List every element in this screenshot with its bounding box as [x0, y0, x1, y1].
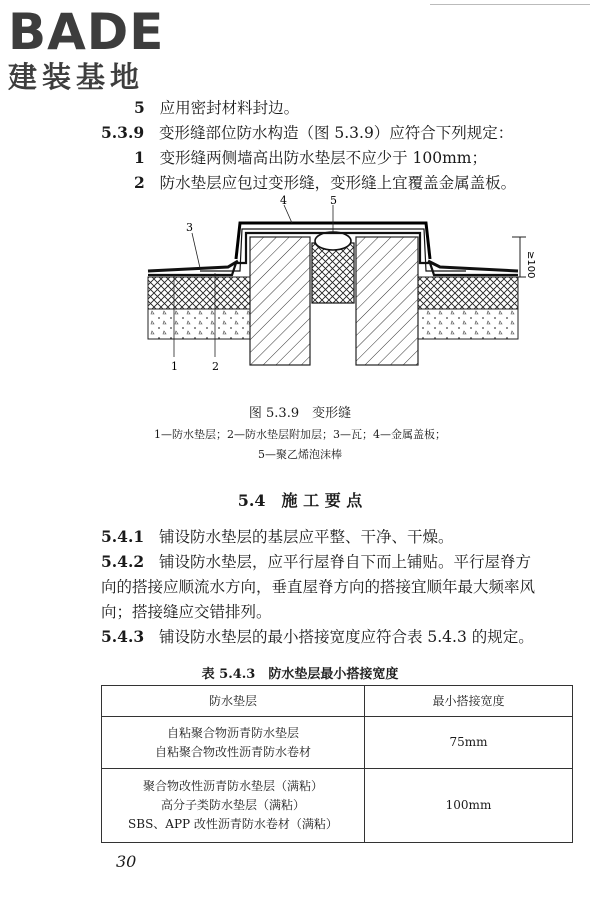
- page-number: 30: [116, 852, 137, 871]
- logo: [8, 3, 165, 94]
- roof-slab-right: [418, 309, 518, 339]
- clause-text: 铺设防水垫层，应平行屋脊自下而上铺贴。平行屋脊方: [158, 553, 531, 571]
- table-header-cell: 最小搭接宽度: [365, 686, 573, 717]
- figure-title: 图 5.3.9 变形缝: [248, 406, 352, 421]
- insulation-right: [418, 277, 518, 309]
- table-header-cell: 防水垫层: [102, 686, 365, 717]
- clause-item-2: [134, 172, 516, 194]
- cell-line: SBS、APP 改性沥青防水卷材（满粘）: [128, 817, 338, 831]
- clause-5-4-3: [101, 626, 534, 648]
- figure-legend-line-2: 5—聚乙烯泡沫棒: [258, 448, 342, 461]
- label-2: 2: [212, 360, 219, 373]
- logo-wordmark: BADE: [8, 3, 165, 61]
- curb-left: [250, 237, 310, 365]
- table-cell: 75mm: [365, 717, 573, 769]
- leader-3: [192, 233, 200, 268]
- table-cell: [102, 717, 365, 769]
- cell-line: 自粘聚合物改性沥青防水卷材: [154, 744, 311, 759]
- item-text: 防水垫层应包过变形缝，变形缝上宜覆盖金属盖板。: [159, 174, 517, 192]
- dimension-label: ≥100: [525, 251, 536, 279]
- clause-item-5: [134, 97, 299, 119]
- table-cell: [102, 769, 365, 843]
- joint-filler: [312, 243, 354, 303]
- clause-text: 铺设防水垫层的最小搭接宽度应符合表 5.4.3 的规定。: [158, 628, 534, 646]
- clause-item-1: [134, 147, 487, 169]
- logo-subtitle: 建装基地: [8, 60, 145, 94]
- curb-right: [356, 237, 418, 365]
- table-row: [102, 717, 573, 769]
- label-3: 3: [186, 221, 193, 234]
- cell-line: 高分子类防水垫层（满粘）: [160, 798, 305, 812]
- table-row: [102, 769, 573, 843]
- clause-5-4-2: [101, 551, 531, 573]
- table-title: 表 5.4.3 防水垫层最小搭接宽度: [201, 667, 399, 682]
- clause-5-4-2-line-2: 向的搭接应顺流水方向，垂直屋脊方向的搭接宜顺年最大频率风: [101, 578, 536, 596]
- tile-left: [148, 261, 238, 271]
- clause-5-4-2-line-3: 向；搭接缝应交错排列。: [101, 603, 272, 621]
- clause-text: 变形缝部位防水构造（图 5.3.9）应符合下列规定：: [158, 124, 514, 142]
- cell-line: 聚合物改性沥青防水垫层（满粘）: [142, 779, 323, 793]
- tile-right: [428, 261, 518, 271]
- item-text: 变形缝两侧墙高出防水垫层不应少于 100mm；: [159, 149, 487, 167]
- cell-line: 自粘聚合物沥青防水垫层: [166, 725, 299, 740]
- item-text: 应用密封材料封边。: [159, 99, 300, 117]
- item-number: 2: [134, 173, 145, 192]
- leader-4: [284, 205, 292, 223]
- clause-5-4-1: [101, 526, 453, 548]
- clause-text: 铺设防水垫层的基层应平整、干净、干燥。: [158, 528, 454, 546]
- clause-number: 5.4.1: [101, 527, 145, 546]
- clause-number: 5.4.3: [101, 627, 145, 646]
- item-number: 1: [134, 148, 145, 167]
- table-header-row: [102, 686, 573, 717]
- foam-rod: [315, 232, 351, 250]
- clause-number: 5.3.9: [101, 123, 145, 142]
- label-4: 4: [280, 195, 287, 207]
- overlap-width-table: [101, 685, 573, 843]
- clause-number: 5.4.2: [101, 552, 145, 571]
- label-5: 5: [330, 195, 337, 207]
- section-heading: 5.4 施 工 要 点: [237, 491, 363, 510]
- item-number: 5: [134, 98, 145, 117]
- expansion-joint-figure: [0, 195, 600, 400]
- table-cell: 100mm: [365, 769, 573, 843]
- insulation-left: [148, 277, 250, 309]
- figure-legend-line-1: 1—防水垫层；2—防水垫层附加层；3—瓦；4—金属盖板；: [154, 428, 446, 441]
- label-1: 1: [171, 360, 178, 373]
- top-rule: [430, 4, 590, 5]
- roof-slab-left: [148, 309, 250, 339]
- clause-5-3-9: [101, 122, 513, 144]
